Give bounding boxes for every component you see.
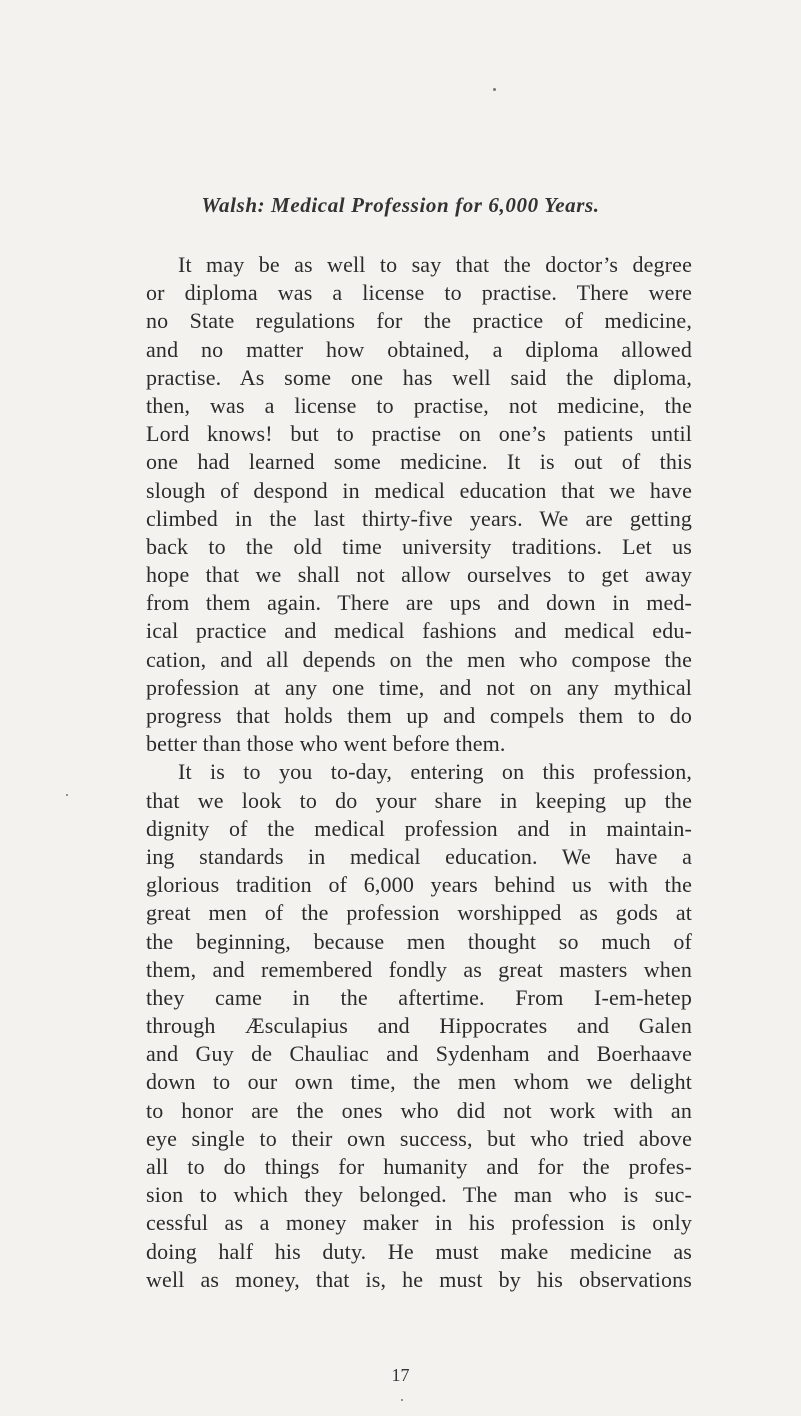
text-line: cessful as a money maker in his profession is only bbox=[146, 1210, 692, 1236]
text-line: to honor are the ones who did not work with an bbox=[146, 1097, 692, 1123]
paragraph-2 bbox=[114, 758, 692, 1294]
text-line: no State regulations for the practice of medicine, bbox=[146, 308, 692, 334]
running-header: Walsh: Medical Profession for 6,000 Years. bbox=[201, 193, 600, 217]
text-line: down to our own time, the men whom we delight bbox=[146, 1069, 692, 1095]
text-line: through Æsculapius and Hippocrates and Galen bbox=[146, 1013, 692, 1039]
paragraph-1 bbox=[114, 251, 692, 758]
text-line: climbed in the last thirty-five years. We are getting bbox=[146, 505, 692, 531]
text-line: Lord knows! but to practise on one’s patients until bbox=[146, 421, 692, 447]
text-line: they came in the aftertime. From I-em-hetep bbox=[146, 984, 692, 1010]
text-line: great men of the profession worshipped as gods at bbox=[146, 900, 692, 926]
text-line: practise. As some one has well said the diploma, bbox=[146, 364, 692, 390]
page-number: 17 bbox=[391, 1365, 410, 1385]
paper-speck bbox=[401, 1399, 403, 1401]
text-line: all to do things for humanity and for the profes- bbox=[146, 1154, 692, 1179]
text-line: It is to you to-day, entering on this profession, bbox=[178, 759, 692, 785]
text-line: ical practice and medical fashions and medical edu- bbox=[146, 618, 692, 644]
text-line: back to the old time university traditions. Let us bbox=[146, 533, 692, 559]
text-line: one had learned some medicine. It is out of this bbox=[146, 449, 692, 475]
text-line: or diploma was a license to practise. There were bbox=[146, 280, 692, 306]
text-line: glorious tradition of 6,000 years behind us with the bbox=[146, 872, 692, 898]
text-line: and no matter how obtained, a diploma allowed bbox=[146, 336, 692, 362]
text-line: doing half his duty. He must make medicine as bbox=[146, 1238, 692, 1264]
text-line: from them again. There are ups and down in med- bbox=[146, 590, 692, 616]
text-line: slough of despond in medical education that we have bbox=[146, 477, 692, 503]
text-line: well as money, that is, he must by his observations bbox=[146, 1266, 692, 1292]
text-line: profession at any one time, and not on any mythical bbox=[146, 674, 692, 700]
text-line: better than those who went before them. bbox=[146, 731, 506, 757]
text-line: and Guy de Chauliac and Sydenham and Boerhaave bbox=[146, 1041, 692, 1067]
text-line: dignity of the medical profession and in maintain- bbox=[146, 815, 692, 841]
body-text bbox=[114, 251, 692, 1294]
text-line: eye single to their own success, but who tried above bbox=[146, 1125, 692, 1151]
text-line: progress that holds them up and compels them to do bbox=[146, 703, 692, 728]
text-line: the beginning, because men thought so much of bbox=[146, 928, 692, 954]
paper-speck bbox=[493, 88, 496, 91]
text-line: It may be as well to say that the doctor’s degree bbox=[178, 252, 692, 277]
text-line: sion to which they belonged. The man who is suc- bbox=[146, 1182, 692, 1208]
text-line: ing standards in medical education. We have a bbox=[146, 843, 692, 869]
text-line: cation, and all depends on the men who compose the bbox=[146, 646, 692, 672]
text-line: hope that we shall not allow ourselves to get away bbox=[146, 562, 692, 588]
text-line: them, and remembered fondly as great masters when bbox=[146, 956, 692, 982]
paper-speck bbox=[66, 794, 68, 796]
text-line: that we look to do your share in keeping up the bbox=[146, 787, 692, 813]
text-line: then, was a license to practise, not medicine, the bbox=[146, 392, 692, 418]
